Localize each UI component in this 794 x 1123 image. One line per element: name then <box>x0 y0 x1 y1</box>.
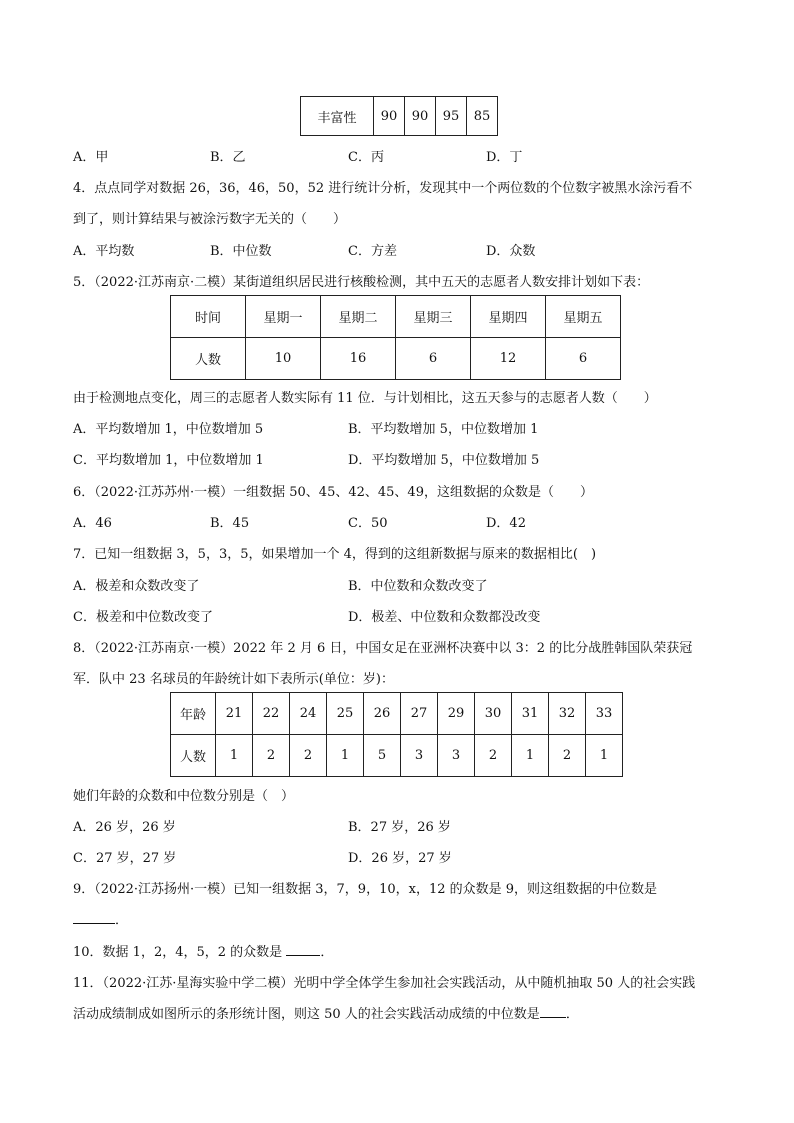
q5-option-a: A．平均数增加 1，中位数增加 5 <box>73 422 264 437</box>
q5-row-cell: 12 <box>471 338 546 380</box>
q4-option-b: B．中位数 <box>210 244 272 259</box>
q5-option-c: C．平均数增加 1，中位数增加 1 <box>73 453 264 468</box>
q10-line <box>73 941 333 960</box>
q5-stem: 5．（2022·江苏南京·二模）某街道组织居民进行核酸检测，其中五天的志愿者人数安排计划如下表： <box>73 275 650 290</box>
q11-stem-line2: 活动成绩制成如图所示的条形统计图，则这 50 人的社会实践活动成绩的中位数是 <box>73 1007 540 1022</box>
q4-option-c: C．方差 <box>348 244 397 259</box>
q8-option-d: D．26 岁，27 岁 <box>348 851 452 866</box>
q5-header-cell: 星期四 <box>471 296 546 338</box>
q8-row-cell: 3 <box>438 735 475 777</box>
q9-answer-line <box>73 909 128 928</box>
q6-option-b: B．45 <box>210 516 250 531</box>
q9-answer-blank[interactable] <box>73 911 115 924</box>
top-table-cell: 90 <box>374 97 405 136</box>
q9-end-mark: ． <box>115 913 129 928</box>
q8-row-cell: 1 <box>216 735 253 777</box>
q5-header-cell: 时间 <box>171 296 246 338</box>
q9-stem: 9．（2022·江苏扬州·一模）已知一组数据 3，7，9，10，x，12 的众数是 9，则这组数据的中位数是 <box>73 882 658 897</box>
q8-table <box>170 692 623 777</box>
q8-row-cell: 2 <box>549 735 586 777</box>
q8-header-cell: 22 <box>253 693 290 735</box>
q5-row-cell: 16 <box>321 338 396 380</box>
q8-row-cell: 5 <box>364 735 401 777</box>
q11-answer-blank[interactable] <box>540 1005 566 1018</box>
q5-header-cell: 星期二 <box>321 296 396 338</box>
top-table <box>300 96 498 136</box>
q6-option-c: C．50 <box>348 516 388 531</box>
q5-after-text: 由于检测地点变化，周三的志愿者人数实际有 11 位．与计划相比，这五天参与的志愿者人数（ ） <box>73 391 657 406</box>
q8-stem-line1: 8．（2022·江苏南京·一模）2022 年 2 月 6 日，中国女足在亚洲杯决赛中以 3：2 的比分战胜韩国队荣获冠 <box>73 641 693 656</box>
q6-option-d: D．42 <box>486 516 526 531</box>
q8-row-cell: 人数 <box>171 735 216 777</box>
q8-row-cell: 2 <box>475 735 512 777</box>
q8-option-a: A．26 岁，26 岁 <box>73 820 176 835</box>
q8-header-cell: 21 <box>216 693 253 735</box>
q7-stem: 7．已知一组数据 3，5，3，5，如果增加一个 4，得到的这组新数据与原来的数据相比( ) <box>73 547 597 562</box>
q8-header-cell: 24 <box>290 693 327 735</box>
q5-row-cell: 6 <box>396 338 471 380</box>
q8-row-cell: 2 <box>253 735 290 777</box>
q8-row-cell: 1 <box>512 735 549 777</box>
q8-row-cell: 2 <box>290 735 327 777</box>
top-table-cell: 95 <box>436 97 467 136</box>
q8-header-cell: 27 <box>401 693 438 735</box>
q8-row-cell: 1 <box>586 735 623 777</box>
q11-end-mark: ． <box>565 1007 579 1022</box>
q10-stem: 10．数据 1，2，4，5，2 的众数是 <box>73 945 283 960</box>
q3-option-b: B．乙 <box>210 150 246 165</box>
q5-table <box>170 295 621 380</box>
top-table-cell: 90 <box>405 97 436 136</box>
q8-option-c: C．27 岁，27 岁 <box>73 851 177 866</box>
q8-header-cell: 年龄 <box>171 693 216 735</box>
q6-stem: 6．（2022·江苏苏州·一模）一组数据 50、45、42、45、49，这组数据的众数是（ ） <box>73 485 593 500</box>
q8-header-cell: 29 <box>438 693 475 735</box>
q8-header-cell: 26 <box>364 693 401 735</box>
q8-header-cell: 31 <box>512 693 549 735</box>
q5-header-cell: 星期三 <box>396 296 471 338</box>
q3-option-d: D．丁 <box>486 150 523 165</box>
q4-stem-line1: 4．点点同学对数据 26，36，46，50，52 进行统计分析，发现其中一个两位数的个位数字被黑水涂污看不 <box>73 181 693 196</box>
q8-header-cell: 25 <box>327 693 364 735</box>
q5-row-cell: 10 <box>246 338 321 380</box>
q5-row-cell: 人数 <box>171 338 246 380</box>
top-table-cell: 85 <box>467 97 498 136</box>
q8-header-cell: 33 <box>586 693 623 735</box>
q10-answer-blank[interactable] <box>286 943 320 956</box>
q4-stem-line2: 到了，则计算结果与被涂污数字无关的（ ） <box>73 212 347 227</box>
q5-header-cell: 星期五 <box>546 296 621 338</box>
q8-row-cell: 1 <box>327 735 364 777</box>
q3-option-a: A．甲 <box>73 150 109 165</box>
q8-stem-line2: 军．队中 23 名球员的年龄统计如下表所示(单位：岁)： <box>73 672 394 687</box>
q8-header-cell: 32 <box>549 693 586 735</box>
q8-option-b: B．27 岁，26 岁 <box>348 820 451 835</box>
q5-header-cell: 星期一 <box>246 296 321 338</box>
q5-option-b: B．平均数增加 5，中位数增加 1 <box>348 422 539 437</box>
q4-option-d: D．众数 <box>486 244 536 259</box>
q11-line2 <box>73 1003 579 1022</box>
q3-option-c: C．丙 <box>348 150 384 165</box>
q7-option-b: B．中位数和众数改变了 <box>348 579 488 594</box>
q10-end-mark: ． <box>320 945 334 960</box>
q8-header-cell: 30 <box>475 693 512 735</box>
q7-option-d: D．极差、中位数和众数都没改变 <box>348 610 541 625</box>
q8-after-text: 她们年龄的众数和中位数分别是（ ） <box>73 789 295 804</box>
q8-row-cell: 3 <box>401 735 438 777</box>
q11-stem-line1: 11．（2022·江苏·星海实验中学二模）光明中学全体学生参加社会实践活动，从中随机抽取 50 人的社会实践 <box>73 976 696 991</box>
top-table-label: 丰富性 <box>301 97 374 136</box>
q5-option-d: D．平均数增加 5，中位数增加 5 <box>348 453 540 468</box>
q6-option-a: A．46 <box>73 516 112 531</box>
q7-option-a: A．极差和众数改变了 <box>73 579 200 594</box>
q4-option-a: A．平均数 <box>73 244 135 259</box>
q7-option-c: C．极差和中位数改变了 <box>73 610 213 625</box>
q5-row-cell: 6 <box>546 338 621 380</box>
